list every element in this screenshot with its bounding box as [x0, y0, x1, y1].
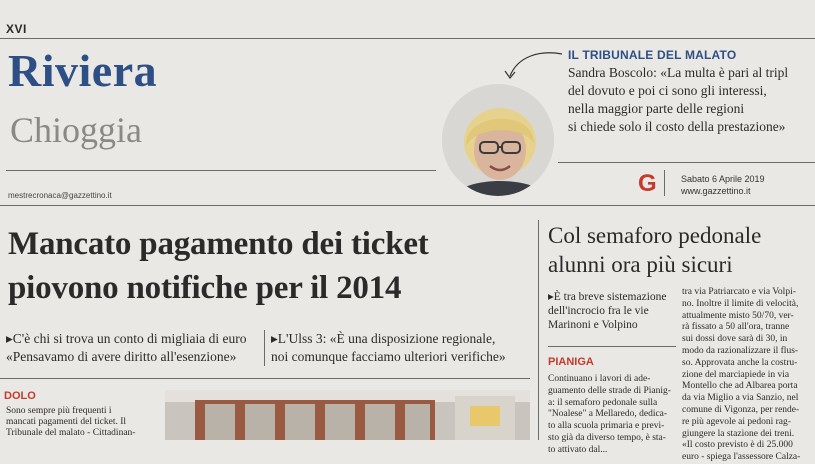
body-line: "Noalese" a Mellaredo, dedica-: [548, 409, 668, 420]
main-story-rule: [0, 378, 530, 379]
side-deck-line: dell'incrocio fra le vie: [548, 305, 649, 317]
main-deck-line: ▸L'Ulss 3: «È una disposizione regionale,: [271, 331, 496, 346]
section-title: Riviera: [8, 45, 158, 96]
feature-quote-line: nella maggior parte delle regioni: [568, 101, 745, 116]
curved-arrow-icon: [500, 48, 570, 83]
header-rule-left: [6, 170, 436, 171]
column-divider: [538, 220, 539, 440]
page-number: XVI: [6, 22, 27, 36]
side-headline-line: alunni ora più sicuri: [548, 252, 733, 277]
side-deck-line: ▸È tra breve sistemazione: [548, 291, 667, 303]
body-line: mancati pagamenti del ticket. Il: [6, 417, 127, 427]
main-deck-line: «Pensavamo di avere diritto all'esenzione»: [6, 349, 237, 364]
body-line: attualmente misto 50/70, ver-: [682, 310, 794, 321]
body-line: Montello che ad Albarea porta: [682, 381, 798, 392]
body-line: Tribunale del malato - Cittadinan-: [6, 428, 136, 438]
section-subtitle: Chioggia: [10, 110, 142, 150]
body-line: a: il semaforo pedonale sulla: [548, 397, 658, 408]
body-line: sto già da diverso tempo, è sta-: [548, 432, 666, 443]
body-line: to alla scuola primaria e previ-: [548, 421, 665, 432]
body-line: no. Inoltre il limite di velocità,: [682, 298, 799, 309]
masthead-divider: [664, 170, 665, 196]
feature-quote-line: si chiede solo il costo della prestazione»: [568, 119, 786, 134]
side-deck-rule: [548, 346, 676, 347]
body-line: comune di Vigonza, per rende-: [682, 404, 800, 415]
body-line: Continuano i lavori di ade-: [548, 374, 651, 384]
body-line: sui dossi dove sarà di 30, in: [682, 334, 788, 345]
side-headline-line: Col semaforo pedonale: [548, 223, 762, 248]
main-headline-line: piovono notifiche per il 2014: [8, 270, 402, 306]
body-line: tra via Patriarcato e via Volpi-: [682, 287, 796, 297]
body-line: so. Approvata anche la costru-: [682, 357, 798, 368]
issue-date: Sabato 6 Aprile 2019: [681, 174, 765, 184]
top-rule: [0, 38, 815, 39]
body-line: re più agevole ai pedoni rag-: [682, 416, 791, 427]
body-line: da via Miglio a via Sanzio, nel: [682, 393, 799, 404]
body-line: guamento delle strade di Pianig-: [548, 385, 671, 396]
gazzettino-logo-icon: G: [638, 170, 657, 197]
body-line: to attivato dal...: [548, 444, 608, 455]
website-link[interactable]: www.gazzettino.it: [681, 186, 751, 196]
body-line: rà fissato a 50 all'ora, tranne: [682, 322, 790, 333]
feature-kicker: IL TRIBUNALE DEL MALATO: [568, 48, 737, 62]
portrait-photo: [442, 84, 554, 196]
location-label: DOLO: [4, 390, 36, 402]
body-line: giungere la stazione dei treni.: [682, 428, 795, 439]
main-headline-line: Mancato pagamento dei ticket: [8, 226, 429, 262]
news-photo: [165, 390, 530, 440]
body-line: «Il costo previsto è di 25.000: [682, 440, 793, 451]
feature-quote-line: Sandra Boscolo: «La multa è pari al tripl: [568, 65, 789, 80]
feature-rule: [558, 162, 815, 163]
email-address[interactable]: mestrecronaca@gazzettino.it: [8, 191, 112, 200]
body-line: modo da razionalizzare il flus-: [682, 345, 799, 356]
deck-divider: [264, 330, 265, 366]
main-deck-line: ▸C'è chi si trova un conto di migliaia di euro: [6, 331, 247, 346]
feature-quote-line: del dovuto e poi ci sono gli interessi,: [568, 83, 767, 98]
side-deck-line: Marinoni e Volpino: [548, 319, 638, 331]
side-col2: [682, 287, 800, 464]
side-deck: [548, 290, 667, 332]
location-label: PIANIGA: [548, 356, 594, 368]
main-deck-line: noi comunque facciamo ulteriori verifiche»: [271, 349, 506, 364]
section-rule: [0, 205, 815, 206]
body-line: euro - spiega l'assessore Calza-: [682, 452, 801, 463]
side-col1: [548, 374, 671, 457]
body-line: zione del marciapiede in via: [682, 369, 790, 380]
body-line: Sono sempre più frequenti i: [6, 406, 112, 416]
